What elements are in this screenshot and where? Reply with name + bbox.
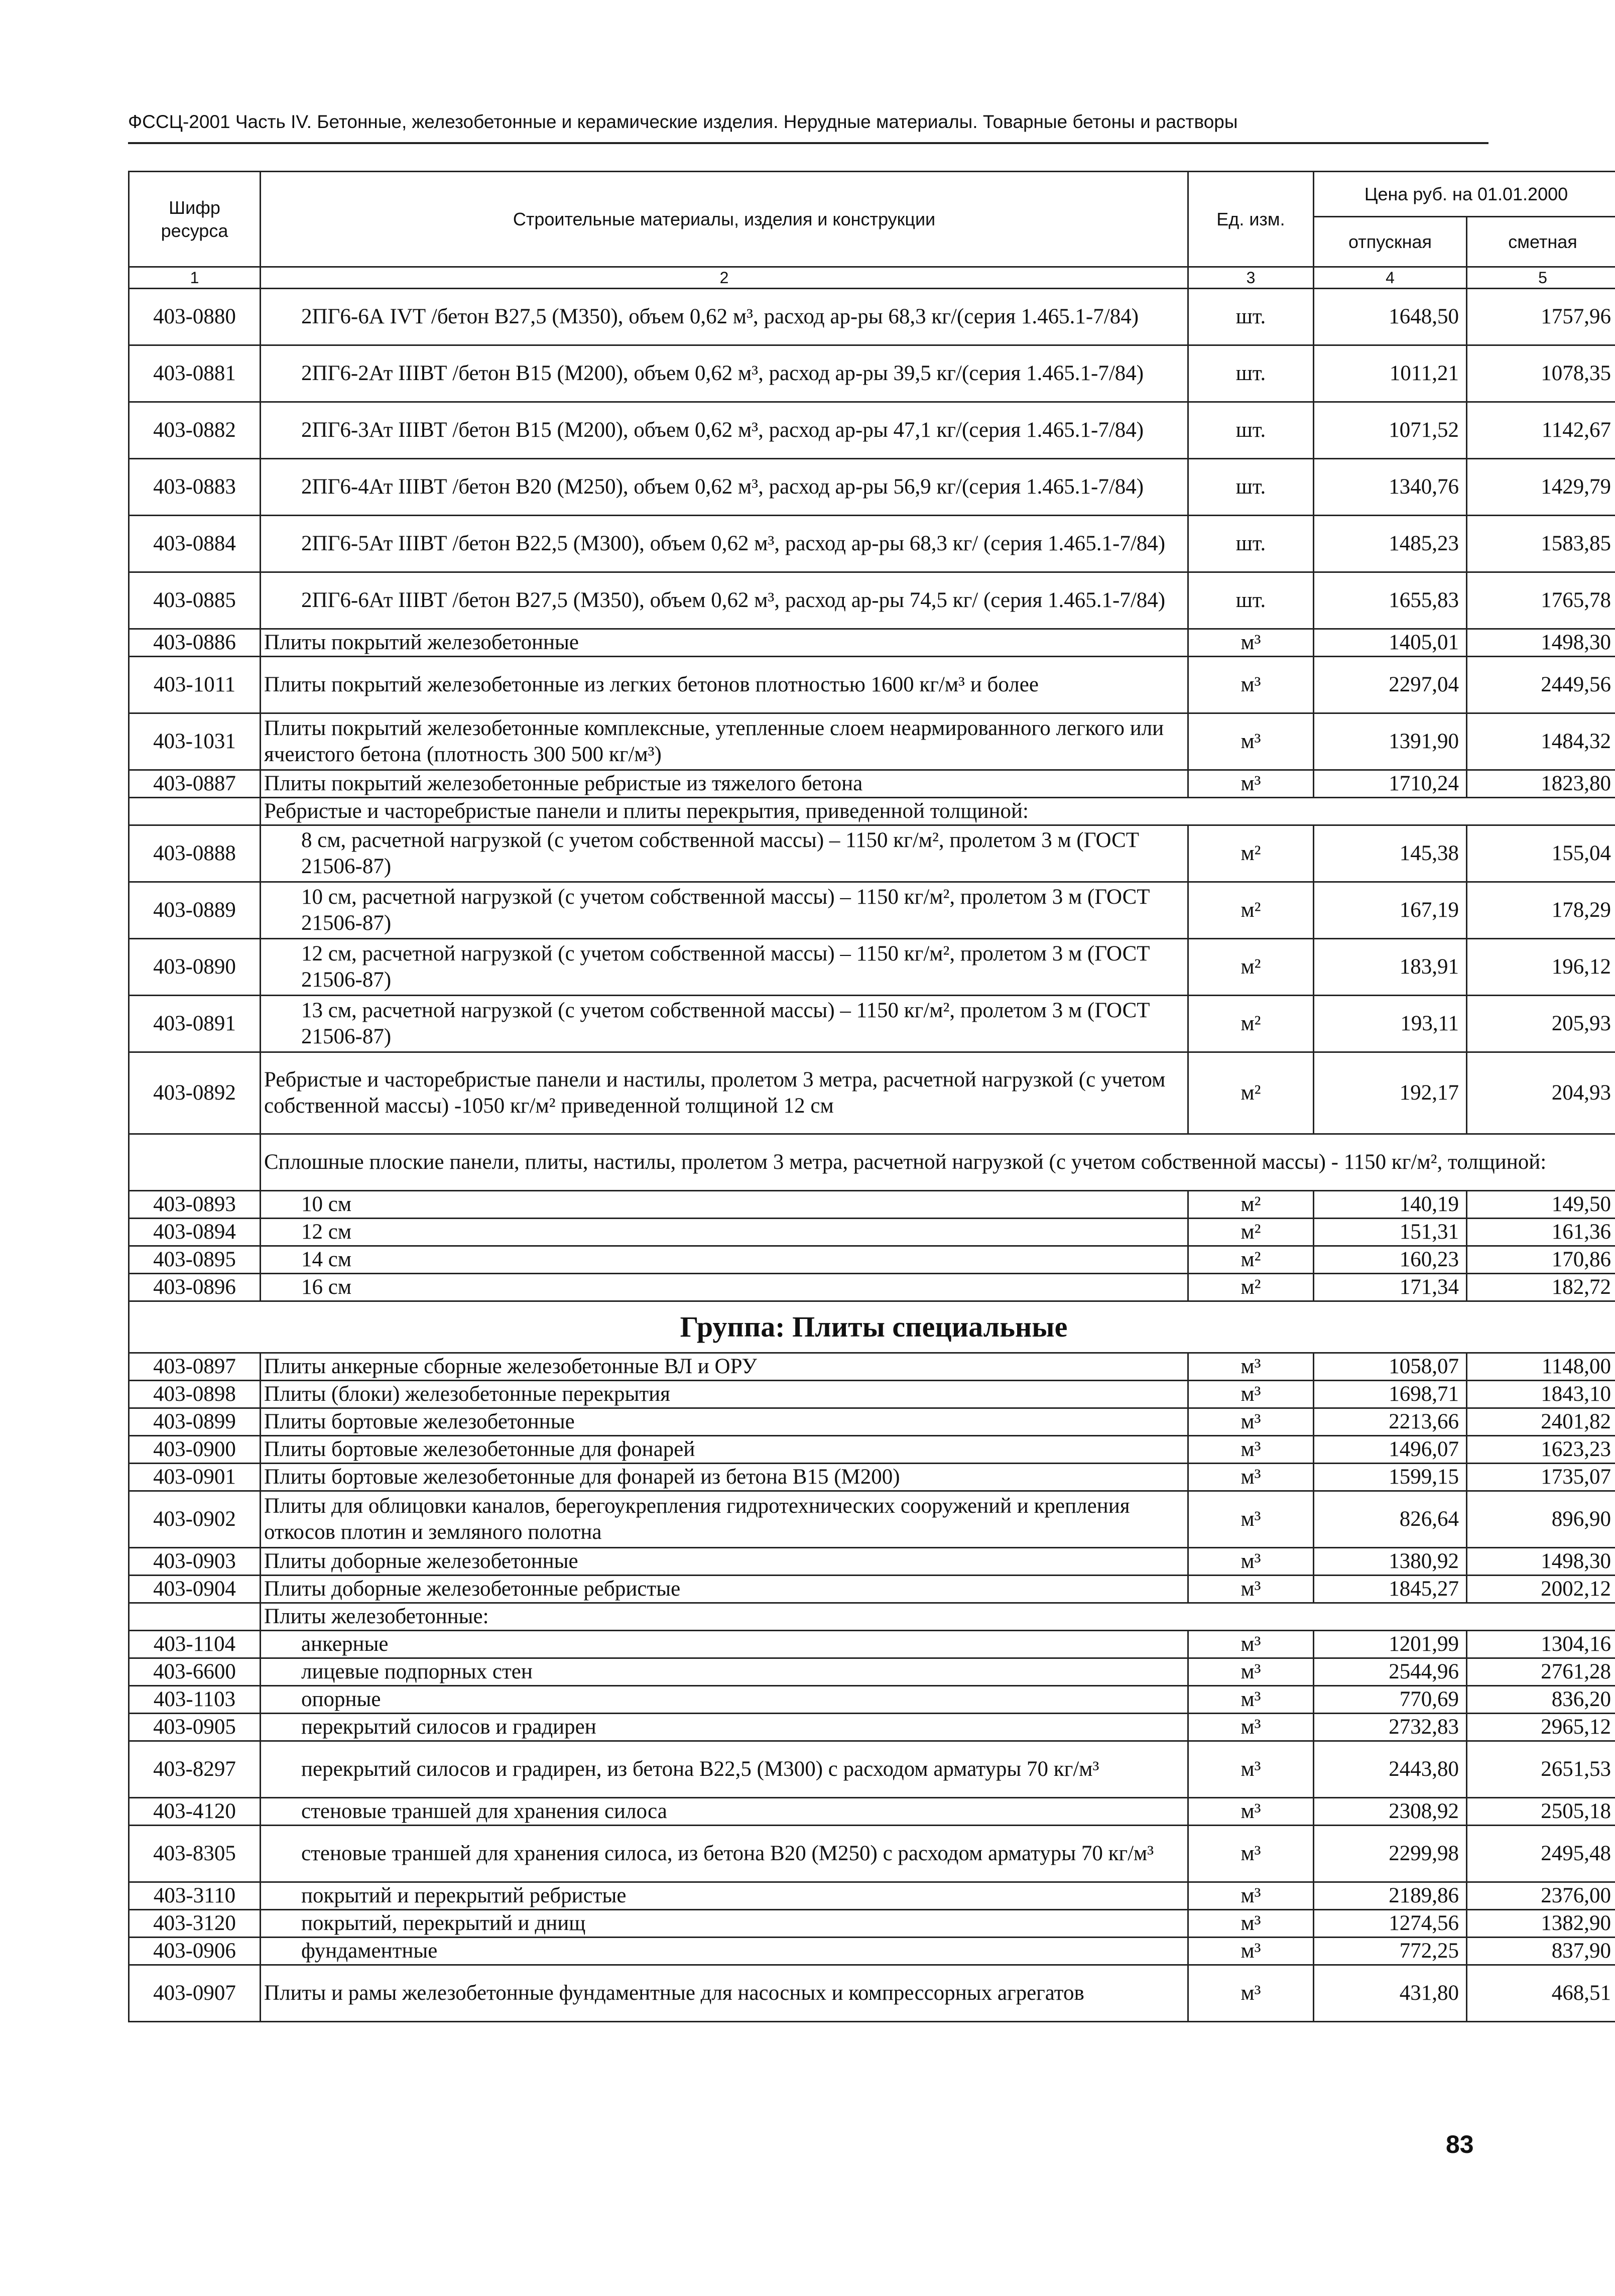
table-row <box>129 1882 1615 1910</box>
table-row <box>129 459 1615 516</box>
table-row <box>129 1826 1615 1882</box>
release-price: 171,34 <box>1314 1274 1467 1301</box>
resource-name: Плиты анкерные сборные железобетонные ВЛ и ОРУ <box>261 1353 1188 1381</box>
empty-cell <box>129 1603 261 1631</box>
resource-name: Плиты для облицовки каналов, берегоукрепления гидротехнических сооружений и крепления откосов плотин и земляного полотна <box>261 1491 1188 1548</box>
resource-name: фундаментные <box>261 1938 1188 1965</box>
unit: м³ <box>1188 1381 1314 1408</box>
resource-name: 2ПГ6-6А IVТ /бетон В27,5 (М350), объем 0,62 м³, расход ар-ры 68,3 кг/(серия 1.465.1-7/84) <box>261 289 1188 345</box>
running-title: ФССЦ-2001 Часть IV. Бетонные, железобетонные и керамические изделия. Нерудные материалы. Товарные бетоны и растворы <box>128 111 1238 132</box>
release-price: 1391,90 <box>1314 713 1467 770</box>
estimate-price: 1078,35 <box>1467 345 1615 402</box>
table-row <box>129 1436 1615 1464</box>
release-price: 1058,07 <box>1314 1353 1467 1381</box>
resource-code: 403-0899 <box>129 1408 261 1436</box>
resource-code: 403-3110 <box>129 1882 261 1910</box>
unit: м³ <box>1188 1436 1314 1464</box>
resource-code: 403-1031 <box>129 713 261 770</box>
resource-code: 403-0897 <box>129 1353 261 1381</box>
release-price: 1648,50 <box>1314 289 1467 345</box>
table-row <box>129 1714 1615 1741</box>
table-row <box>129 1381 1615 1408</box>
table-row <box>129 996 1615 1052</box>
resource-name: Плиты бортовые железобетонные для фонарей <box>261 1436 1188 1464</box>
unit: шт. <box>1188 572 1314 629</box>
estimate-price: 1583,85 <box>1467 516 1615 572</box>
empty-cell <box>129 1134 261 1191</box>
resource-name: опорные <box>261 1686 1188 1714</box>
resource-code: 403-0905 <box>129 1714 261 1741</box>
release-price: 770,69 <box>1314 1686 1467 1714</box>
resource-code: 403-6600 <box>129 1658 261 1686</box>
table-row <box>129 1910 1615 1938</box>
resource-name: покрытий, перекрытий и днищ <box>261 1910 1188 1938</box>
release-price: 1201,99 <box>1314 1631 1467 1658</box>
estimate-price: 2965,12 <box>1467 1714 1615 1741</box>
resource-code: 403-8305 <box>129 1826 261 1882</box>
table-row <box>129 1938 1615 1965</box>
estimate-price: 2376,00 <box>1467 1882 1615 1910</box>
estimate-price: 1757,96 <box>1467 289 1615 345</box>
table-row <box>129 713 1615 770</box>
unit: м² <box>1188 996 1314 1052</box>
unit: м³ <box>1188 1938 1314 1965</box>
table-row <box>129 1741 1615 1798</box>
unit: м² <box>1188 1246 1314 1274</box>
release-price: 1485,23 <box>1314 516 1467 572</box>
estimate-price: 837,90 <box>1467 1938 1615 1965</box>
table-row <box>129 289 1615 345</box>
table-body <box>129 289 1615 2022</box>
unit: м³ <box>1188 1826 1314 1882</box>
estimate-price: 196,12 <box>1467 939 1615 996</box>
table-row <box>129 882 1615 939</box>
table-row <box>129 1219 1615 1246</box>
estimate-price: 468,51 <box>1467 1965 1615 2022</box>
col-number: 3 <box>1188 267 1314 289</box>
estimate-price: 170,86 <box>1467 1246 1615 1274</box>
unit: шт. <box>1188 516 1314 572</box>
resource-name: 12 см <box>261 1219 1188 1246</box>
resource-code: 403-0890 <box>129 939 261 996</box>
col-number: 5 <box>1467 267 1615 289</box>
unit: м³ <box>1188 1464 1314 1491</box>
resource-name: 8 см, расчетной нагрузкой (с учетом собственной массы) – 1150 кг/м², пролетом 3 м (ГОСТ 21506-87) <box>261 825 1188 882</box>
table-row <box>129 572 1615 629</box>
col-number: 1 <box>129 267 261 289</box>
resource-code: 403-0881 <box>129 345 261 402</box>
estimate-price: 2495,48 <box>1467 1826 1615 1882</box>
release-price: 2297,04 <box>1314 657 1467 713</box>
unit: м² <box>1188 1274 1314 1301</box>
estimate-price: 1148,00 <box>1467 1353 1615 1381</box>
unit: м² <box>1188 825 1314 882</box>
resource-code: 403-0891 <box>129 996 261 1052</box>
resource-name: Плиты доборные железобетонные <box>261 1548 1188 1576</box>
section-heading: Плиты железобетонные: <box>261 1603 1615 1631</box>
estimate-price: 2002,12 <box>1467 1576 1615 1603</box>
col-header-name: Строительные материалы, изделия и конструкции <box>261 172 1188 267</box>
release-price: 1380,92 <box>1314 1548 1467 1576</box>
table-row <box>129 657 1615 713</box>
unit: м³ <box>1188 1576 1314 1603</box>
resource-code: 403-0895 <box>129 1246 261 1274</box>
release-price: 192,17 <box>1314 1052 1467 1134</box>
estimate-price: 182,72 <box>1467 1274 1615 1301</box>
estimate-price: 1429,79 <box>1467 459 1615 516</box>
resource-name: Ребристые и часторебристые панели и настилы, пролетом 3 метра, расчетной нагрузкой (с учетом собственной массы) -1050 кг/м² приведенной толщиной 12 см <box>261 1052 1188 1134</box>
col-header-estimate: сметная <box>1467 217 1615 267</box>
table-row <box>129 1686 1615 1714</box>
resource-name: 2ПГ6-4Ат IIIВТ /бетон В20 (М250), объем 0,62 м³, расход ар-ры 56,9 кг/(серия 1.465.1-7/84) <box>261 459 1188 516</box>
unit: м² <box>1188 882 1314 939</box>
table-row <box>129 1576 1615 1603</box>
table-row <box>129 402 1615 459</box>
table-row <box>129 1408 1615 1436</box>
release-price: 2213,66 <box>1314 1408 1467 1436</box>
estimate-price: 1843,10 <box>1467 1381 1615 1408</box>
resource-code: 403-1103 <box>129 1686 261 1714</box>
unit: м³ <box>1188 713 1314 770</box>
table-row <box>129 1274 1615 1301</box>
resource-name: Плиты бортовые железобетонные <box>261 1408 1188 1436</box>
resource-name: перекрытий силосов и градирен <box>261 1714 1188 1741</box>
table-row <box>129 1965 1615 2022</box>
resource-name: 2ПГ6-3Ат IIIВТ /бетон В15 (М200), объем 0,62 м³, расход ар-ры 47,1 кг/(серия 1.465.1-7/84) <box>261 402 1188 459</box>
table-row <box>129 1548 1615 1576</box>
resource-code: 403-0887 <box>129 770 261 798</box>
release-price: 2308,92 <box>1314 1798 1467 1826</box>
resource-code: 403-0885 <box>129 572 261 629</box>
estimate-price: 2449,56 <box>1467 657 1615 713</box>
unit: м² <box>1188 1219 1314 1246</box>
release-price: 140,19 <box>1314 1191 1467 1219</box>
resource-name: 13 см, расчетной нагрузкой (с учетом собственной массы) – 1150 кг/м², пролетом 3 м (ГОСТ 21506-87) <box>261 996 1188 1052</box>
resource-name: Плиты покрытий железобетонные из легких бетонов плотностью 1600 кг/м³ и более <box>261 657 1188 713</box>
estimate-price: 1142,67 <box>1467 402 1615 459</box>
resource-name: Плиты покрытий железобетонные <box>261 629 1188 657</box>
table-row <box>129 1353 1615 1381</box>
unit: м³ <box>1188 1631 1314 1658</box>
resource-name: 16 см <box>261 1274 1188 1301</box>
col-number: 4 <box>1314 267 1467 289</box>
unit: м³ <box>1188 770 1314 798</box>
release-price: 1599,15 <box>1314 1464 1467 1491</box>
price-table <box>128 171 1615 2022</box>
unit: м³ <box>1188 1741 1314 1798</box>
resource-name: анкерные <box>261 1631 1188 1658</box>
unit: м³ <box>1188 1658 1314 1686</box>
unit: м³ <box>1188 1408 1314 1436</box>
estimate-price: 1623,23 <box>1467 1436 1615 1464</box>
resource-name: Плиты и рамы железобетонные фундаментные для насосных и компрессорных агрегатов <box>261 1965 1188 2022</box>
estimate-price: 1304,16 <box>1467 1631 1615 1658</box>
estimate-price: 836,20 <box>1467 1686 1615 1714</box>
unit: шт. <box>1188 289 1314 345</box>
release-price: 167,19 <box>1314 882 1467 939</box>
section-row <box>129 798 1615 825</box>
unit: шт. <box>1188 345 1314 402</box>
resource-name: 10 см <box>261 1191 1188 1219</box>
page-number: 83 <box>1446 2130 1474 2158</box>
table-row <box>129 825 1615 882</box>
release-price: 1405,01 <box>1314 629 1467 657</box>
resource-name: 2ПГ6-2Ат IIIВТ /бетон В15 (М200), объем 0,62 м³, расход ар-ры 39,5 кг/(серия 1.465.1-7/84) <box>261 345 1188 402</box>
group-title: Группа: Плиты специальные <box>129 1301 1615 1353</box>
empty-cell <box>129 798 261 825</box>
release-price: 2544,96 <box>1314 1658 1467 1686</box>
col-header-code: Шифр ресурса <box>129 172 261 267</box>
unit: м³ <box>1188 657 1314 713</box>
release-price: 1496,07 <box>1314 1436 1467 1464</box>
resource-code: 403-0892 <box>129 1052 261 1134</box>
estimate-price: 1823,80 <box>1467 770 1615 798</box>
release-price: 2189,86 <box>1314 1882 1467 1910</box>
unit: м³ <box>1188 1686 1314 1714</box>
estimate-price: 205,93 <box>1467 996 1615 1052</box>
resource-name: Плиты доборные железобетонные ребристые <box>261 1576 1188 1603</box>
group-heading-row <box>129 1301 1615 1353</box>
release-price: 1340,76 <box>1314 459 1467 516</box>
release-price: 1655,83 <box>1314 572 1467 629</box>
release-price: 431,80 <box>1314 1965 1467 2022</box>
estimate-price: 1382,90 <box>1467 1910 1615 1938</box>
release-price: 2443,80 <box>1314 1741 1467 1798</box>
estimate-price: 896,90 <box>1467 1491 1615 1548</box>
col-header-release: отпускная <box>1314 217 1467 267</box>
table-row <box>129 1052 1615 1134</box>
estimate-price: 1498,30 <box>1467 629 1615 657</box>
resource-name: перекрытий силосов и градирен, из бетона В22,5 (М300) с расходом арматуры 70 кг/м³ <box>261 1741 1188 1798</box>
unit: м³ <box>1188 1798 1314 1826</box>
resource-code: 403-0906 <box>129 1938 261 1965</box>
unit: м³ <box>1188 1548 1314 1576</box>
resource-name: 2ПГ6-5Ат IIIВТ /бетон В22,5 (М300), объем 0,62 м³, расход ар-ры 68,3 кг/ (серия 1.465.1-7/84) <box>261 516 1188 572</box>
section-heading: Ребристые и часторебристые панели и плиты перекрытия, приведенной толщиной: <box>261 798 1615 825</box>
resource-name: стеновые траншей для хранения силоса, из бетона В20 (М250) с расходом арматуры 70 кг/м³ <box>261 1826 1188 1882</box>
estimate-price: 204,93 <box>1467 1052 1615 1134</box>
col-header-unit: Ед. изм. <box>1188 172 1314 267</box>
resource-code: 403-0902 <box>129 1491 261 1548</box>
release-price: 183,91 <box>1314 939 1467 996</box>
section-row <box>129 1134 1615 1191</box>
table-row <box>129 516 1615 572</box>
resource-code: 403-1011 <box>129 657 261 713</box>
col-header-price: Цена руб. на 01.01.2000 <box>1314 172 1615 217</box>
release-price: 1274,56 <box>1314 1910 1467 1938</box>
resource-code: 403-0901 <box>129 1464 261 1491</box>
estimate-price: 1765,78 <box>1467 572 1615 629</box>
unit: м³ <box>1188 1910 1314 1938</box>
release-price: 1845,27 <box>1314 1576 1467 1603</box>
release-price: 1698,71 <box>1314 1381 1467 1408</box>
table-row <box>129 1658 1615 1686</box>
resource-name: Плиты (блоки) железобетонные перекрытия <box>261 1381 1188 1408</box>
unit: м³ <box>1188 629 1314 657</box>
unit: шт. <box>1188 402 1314 459</box>
table-row <box>129 629 1615 657</box>
resource-code: 403-0880 <box>129 289 261 345</box>
resource-code: 403-0894 <box>129 1219 261 1246</box>
table-row <box>129 1491 1615 1548</box>
table-row <box>129 1798 1615 1826</box>
resource-code: 403-0888 <box>129 825 261 882</box>
resource-name: покрытий и перекрытий ребристые <box>261 1882 1188 1910</box>
estimate-price: 2505,18 <box>1467 1798 1615 1826</box>
table-row <box>129 1631 1615 1658</box>
table-row <box>129 939 1615 996</box>
estimate-price: 2761,28 <box>1467 1658 1615 1686</box>
table-row <box>129 1246 1615 1274</box>
estimate-price: 1484,32 <box>1467 713 1615 770</box>
unit: м³ <box>1188 1965 1314 2022</box>
resource-name: Плиты покрытий железобетонные ребристые из тяжелого бетона <box>261 770 1188 798</box>
resource-name: 2ПГ6-6Ат IIIВТ /бетон В27,5 (М350), объем 0,62 м³, расход ар-ры 74,5 кг/ (серия 1.465.1-7/84) <box>261 572 1188 629</box>
unit: м³ <box>1188 1882 1314 1910</box>
section-heading: Сплошные плоские панели, плиты, настилы, пролетом 3 метра, расчетной нагрузкой (с учетом собственной массы) - 1150 кг/м², толщиной: <box>261 1134 1615 1191</box>
resource-code: 403-0903 <box>129 1548 261 1576</box>
unit: шт. <box>1188 459 1314 516</box>
table-row <box>129 770 1615 798</box>
resource-name: 10 см, расчетной нагрузкой (с учетом собственной массы) – 1150 кг/м², пролетом 3 м (ГОСТ 21506-87) <box>261 882 1188 939</box>
estimate-price: 155,04 <box>1467 825 1615 882</box>
resource-name: Плиты бортовые железобетонные для фонарей из бетона В15 (М200) <box>261 1464 1188 1491</box>
estimate-price: 161,36 <box>1467 1219 1615 1246</box>
release-price: 2299,98 <box>1314 1826 1467 1882</box>
resource-name: стеновые траншей для хранения силоса <box>261 1798 1188 1826</box>
resource-code: 403-0896 <box>129 1274 261 1301</box>
resource-code: 403-0904 <box>129 1576 261 1603</box>
resource-code: 403-3120 <box>129 1910 261 1938</box>
unit: м³ <box>1188 1491 1314 1548</box>
release-price: 193,11 <box>1314 996 1467 1052</box>
estimate-price: 2651,53 <box>1467 1741 1615 1798</box>
resource-code: 403-0884 <box>129 516 261 572</box>
estimate-price: 1735,07 <box>1467 1464 1615 1491</box>
table-row <box>129 1464 1615 1491</box>
header-rule <box>128 142 1488 144</box>
table-row <box>129 345 1615 402</box>
resource-name: 14 см <box>261 1246 1188 1274</box>
unit: м³ <box>1188 1714 1314 1741</box>
resource-code: 403-0907 <box>129 1965 261 2022</box>
unit: м³ <box>1188 1353 1314 1381</box>
resource-code: 403-0898 <box>129 1381 261 1408</box>
release-price: 160,23 <box>1314 1246 1467 1274</box>
resource-code: 403-0889 <box>129 882 261 939</box>
resource-code: 403-0883 <box>129 459 261 516</box>
unit: м² <box>1188 1191 1314 1219</box>
resource-code: 403-4120 <box>129 1798 261 1826</box>
resource-code: 403-8297 <box>129 1741 261 1798</box>
resource-code: 403-0900 <box>129 1436 261 1464</box>
release-price: 772,25 <box>1314 1938 1467 1965</box>
release-price: 2732,83 <box>1314 1714 1467 1741</box>
resource-name: Плиты покрытий железобетонные комплексные, утепленные слоем неармированного легкого или ячеистого бетона (плотность 300 500 кг/м³) <box>261 713 1188 770</box>
estimate-price: 178,29 <box>1467 882 1615 939</box>
release-price: 1710,24 <box>1314 770 1467 798</box>
col-number: 2 <box>261 267 1188 289</box>
release-price: 151,31 <box>1314 1219 1467 1246</box>
resource-code: 403-1104 <box>129 1631 261 1658</box>
resource-code: 403-0893 <box>129 1191 261 1219</box>
resource-name: 12 см, расчетной нагрузкой (с учетом собственной массы) – 1150 кг/м², пролетом 3 м (ГОСТ 21506-87) <box>261 939 1188 996</box>
release-price: 826,64 <box>1314 1491 1467 1548</box>
release-price: 1071,52 <box>1314 402 1467 459</box>
release-price: 1011,21 <box>1314 345 1467 402</box>
estimate-price: 1498,30 <box>1467 1548 1615 1576</box>
release-price: 145,38 <box>1314 825 1467 882</box>
unit: м² <box>1188 1052 1314 1134</box>
section-row <box>129 1603 1615 1631</box>
table-row <box>129 1191 1615 1219</box>
resource-code: 403-0886 <box>129 629 261 657</box>
resource-code: 403-0882 <box>129 402 261 459</box>
estimate-price: 2401,82 <box>1467 1408 1615 1436</box>
estimate-price: 149,50 <box>1467 1191 1615 1219</box>
resource-name: лицевые подпорных стен <box>261 1658 1188 1686</box>
unit: м² <box>1188 939 1314 996</box>
